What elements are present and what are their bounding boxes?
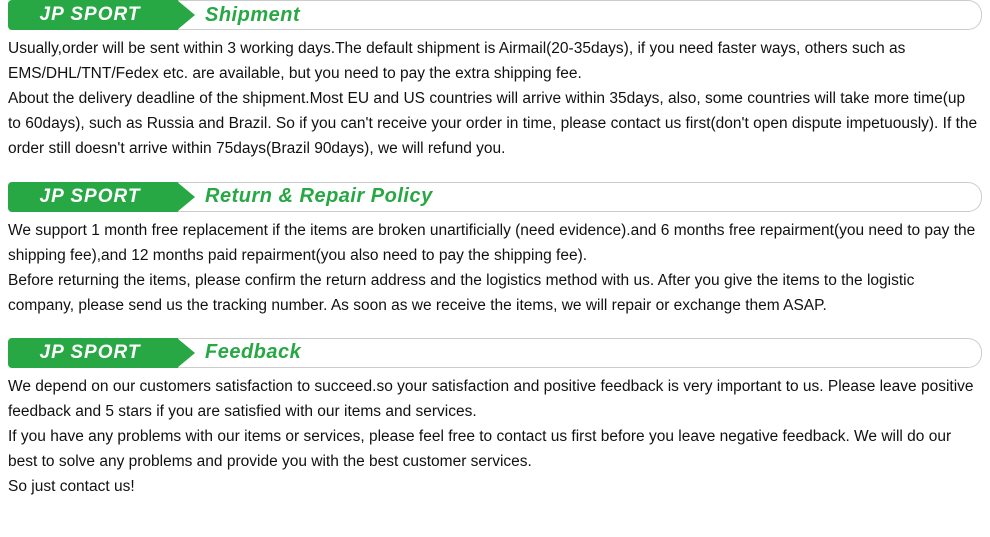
section-banner-return <box>8 182 982 212</box>
spacer <box>0 162 990 182</box>
section-body-feedback <box>0 368 990 500</box>
section-title-return: Return & Repair Policy <box>205 185 433 208</box>
section-feedback <box>0 338 990 500</box>
brand-label: JP SPORT <box>39 185 141 207</box>
banner-arrow-icon <box>177 338 195 368</box>
paragraph: Before returning the items, please confirm the return address and the logistics method with us. After you give the items to the logistic company, please send us the tracking number. As soon as we receive the items, we will repair or exchange them ASAP. <box>8 271 915 314</box>
section-title-feedback: Feedback <box>205 341 302 364</box>
section-banner-shipment <box>8 0 982 30</box>
section-title-shipment: Shipment <box>205 3 301 26</box>
brand-badge-return <box>8 182 178 212</box>
paragraph: Usually,order will be sent within 3 working days.The default shipment is Airmail(20-35days), if you need faster ways, others such as EMS/DHL/TNT/Fedex etc. are available, but you need to pay the extra shipping fee. <box>8 40 906 83</box>
paragraph: About the delivery deadline of the shipment.Most EU and US countries will arrive within 35days, also, some countries will take more time(up to 60days), such as Russia and Brazil. So if you can't receive your order in time, please contact us first(don't open dispute impetuously). If the order still doesn't arrive within 75days(Brazil 90days), we will refund you. <box>8 90 978 158</box>
banner-title-bar-return <box>177 182 982 212</box>
brand-badge-shipment <box>8 0 178 30</box>
brand-badge-feedback <box>8 338 178 368</box>
spacer <box>0 318 990 338</box>
section-banner-feedback <box>8 338 982 368</box>
paragraph: If you have any problems with our items or services, please feel free to contact us first before you leave negative feedback. We will do our best to solve any problems and provide you with the best customer services. <box>8 428 952 471</box>
section-body-return <box>0 212 990 318</box>
paragraph: So just contact us! <box>8 478 135 496</box>
brand-label: JP SPORT <box>39 4 141 25</box>
brand-label: JP SPORT <box>39 341 141 363</box>
paragraph: We support 1 month free replacement if the items are broken unartificially (need evidence).and 6 months free repairment(you need to pay the shipping fee),and 12 months paid repairment(you also need to pay the shipping fee). <box>8 221 976 264</box>
banner-title-bar-shipment <box>177 0 982 30</box>
banner-arrow-icon <box>177 0 195 30</box>
banner-arrow-icon <box>177 182 195 212</box>
banner-title-bar-feedback <box>177 338 982 368</box>
section-return-repair-policy <box>0 182 990 318</box>
section-body-shipment <box>0 30 990 162</box>
paragraph: We depend on our customers satisfaction to succeed.so your satisfaction and positive feedback is very important to us. Please leave positive feedback and 5 stars if you are satisfied with our items and services. <box>8 377 974 421</box>
section-shipment <box>0 0 990 162</box>
